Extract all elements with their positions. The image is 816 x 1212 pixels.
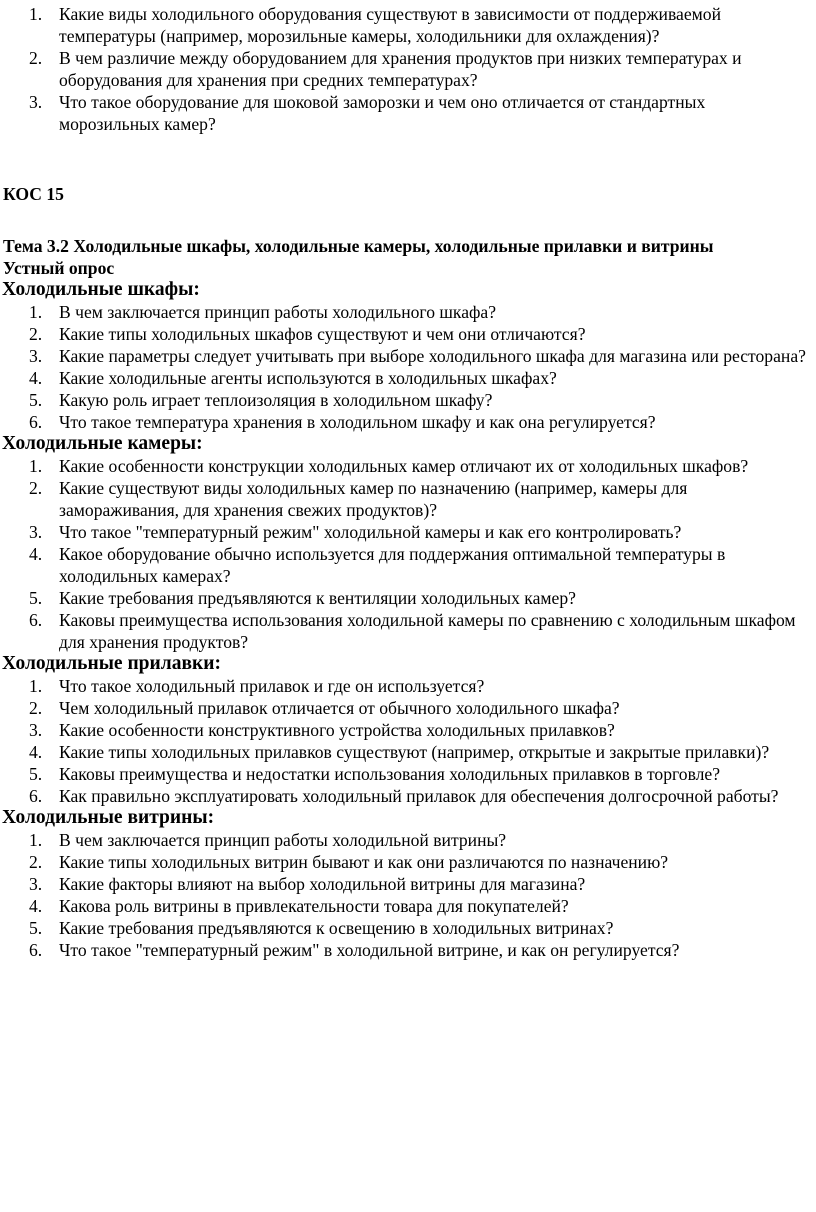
- intro-question-list: [0, 3, 816, 135]
- list-item: [0, 543, 816, 587]
- list-item: [0, 675, 816, 697]
- item-number: 5.: [29, 390, 43, 410]
- question-text: В чем различие между оборудованием для хранения продуктов при низких температурах и оборудования для хранения при средних температурах?: [59, 48, 742, 90]
- question-text: Какие требования предъявляются к освещению в холодильных витринах?: [59, 918, 614, 938]
- document-page: [0, 3, 816, 1212]
- question-text: Какова роль витрины в привлекательности товара для покупателей?: [59, 896, 569, 916]
- item-number: 3.: [29, 346, 43, 366]
- list-item: [0, 763, 816, 785]
- kos-label: КОС 15: [3, 184, 64, 204]
- question-text: Какие типы холодильных прилавков существуют (например, открытые и закрытые прилавки)?: [59, 742, 770, 762]
- oral-survey-label: Устный опрос: [3, 258, 115, 278]
- item-number: 6.: [29, 940, 43, 960]
- list-item: [0, 719, 816, 741]
- item-number: 4.: [29, 742, 43, 762]
- item-number: 3.: [29, 874, 43, 894]
- list-item: [0, 609, 816, 653]
- item-number: 4.: [29, 544, 43, 564]
- item-number: 1.: [29, 302, 43, 322]
- item-number: 5.: [29, 918, 43, 938]
- question-text: Что такое холодильный прилавок и где он используется?: [59, 676, 485, 696]
- list-item: [0, 829, 816, 851]
- item-number: 3.: [29, 720, 43, 740]
- list-item: [0, 587, 816, 609]
- question-text: Какие существуют виды холодильных камер по назначению (например, камеры для замораживания, для хранения свежих продуктов)?: [59, 478, 688, 520]
- section-title-cabinets: Холодильные шкафы:: [2, 279, 200, 300]
- chambers-question-list: [0, 455, 816, 653]
- item-number: 2.: [29, 698, 43, 718]
- list-item: [0, 411, 816, 433]
- item-number: 1.: [29, 676, 43, 696]
- list-item: [0, 455, 816, 477]
- question-text: Что такое "температурный режим" холодильной камеры и как его контролировать?: [59, 522, 682, 542]
- list-item: [0, 785, 816, 807]
- item-number: 4.: [29, 896, 43, 916]
- question-text: Какие холодильные агенты используются в холодильных шкафах?: [59, 368, 557, 388]
- section-title-showcases: Холодильные витрины:: [2, 807, 215, 828]
- question-text: Какие параметры следует учитывать при выборе холодильного шкафа для магазина или ресторана?: [59, 346, 806, 366]
- question-text: В чем заключается принцип работы холодильного шкафа?: [59, 302, 497, 322]
- question-text: Какие особенности конструктивного устройства холодильных прилавков?: [59, 720, 615, 740]
- question-text: Какие особенности конструкции холодильных камер отличают их от холодильных шкафов?: [59, 456, 749, 476]
- list-item: [0, 917, 816, 939]
- item-number: 2.: [29, 852, 43, 872]
- list-item: [0, 939, 816, 961]
- question-text: Какие требования предъявляются к вентиляции холодильных камер?: [59, 588, 576, 608]
- list-item: [0, 3, 816, 47]
- list-item: [0, 521, 816, 543]
- list-item: [0, 367, 816, 389]
- item-number: 6.: [29, 412, 43, 432]
- question-text: В чем заключается принцип работы холодильной витрины?: [59, 830, 507, 850]
- list-item: [0, 323, 816, 345]
- question-text: Какие типы холодильных шкафов существуют и чем они отличаются?: [59, 324, 586, 344]
- item-number: 3.: [29, 522, 43, 542]
- question-text: Что такое температура хранения в холодильном шкафу и как она регулируется?: [59, 412, 656, 432]
- list-item: [0, 389, 816, 411]
- question-text: Каковы преимущества использования холодильной камеры по сравнению с холодильным шкафом для хранения продуктов?: [59, 610, 796, 652]
- counters-question-list: [0, 675, 816, 807]
- question-text: Какие факторы влияют на выбор холодильной витрины для магазина?: [59, 874, 586, 894]
- item-number: 2.: [29, 48, 43, 68]
- item-number: 2.: [29, 324, 43, 344]
- list-item: [0, 851, 816, 873]
- list-item: [0, 741, 816, 763]
- list-item: [0, 47, 816, 91]
- item-number: 6.: [29, 786, 43, 806]
- question-text: Какие виды холодильного оборудования существуют в зависимости от поддерживаемой температуры (например, морозильные камеры, холодильники для охлаждения)?: [59, 4, 721, 46]
- list-item: [0, 477, 816, 521]
- list-item: [0, 873, 816, 895]
- item-number: 5.: [29, 764, 43, 784]
- list-item: [0, 91, 816, 135]
- list-item: [0, 895, 816, 917]
- item-number: 4.: [29, 368, 43, 388]
- question-text: Что такое "температурный режим" в холодильной витрине, и как он регулируется?: [59, 940, 680, 960]
- item-number: 1.: [29, 456, 43, 476]
- item-number: 2.: [29, 478, 43, 498]
- cabinets-question-list: [0, 301, 816, 433]
- question-text: Какую роль играет теплоизоляция в холодильном шкафу?: [59, 390, 493, 410]
- question-text: Чем холодильный прилавок отличается от обычного холодильного шкафа?: [59, 698, 620, 718]
- question-text: Каковы преимущества и недостатки использования холодильных прилавков в торговле?: [59, 764, 721, 784]
- section-title-counters: Холодильные прилавки:: [2, 653, 221, 674]
- question-text: Что такое оборудование для шоковой заморозки и чем оно отличается от стандартных морозильных камер?: [59, 92, 706, 134]
- section-title-chambers: Холодильные камеры:: [2, 433, 203, 454]
- question-text: Как правильно эксплуатировать холодильный прилавок для обеспечения долгосрочной работы?: [59, 786, 779, 806]
- question-text: Какие типы холодильных витрин бывают и как они различаются по назначению?: [59, 852, 669, 872]
- item-number: 6.: [29, 610, 43, 630]
- topic-title: Тема 3.2 Холодильные шкафы, холодильные камеры, холодильные прилавки и витрины: [3, 236, 714, 256]
- list-item: [0, 345, 816, 367]
- item-number: 5.: [29, 588, 43, 608]
- item-number: 1.: [29, 830, 43, 850]
- showcases-question-list: [0, 829, 816, 961]
- list-item: [0, 301, 816, 323]
- item-number: 1.: [29, 4, 43, 24]
- item-number: 3.: [29, 92, 43, 112]
- list-item: [0, 697, 816, 719]
- question-text: Какое оборудование обычно используется для поддержания оптимальной температуры в холодильных камерах?: [59, 544, 726, 586]
